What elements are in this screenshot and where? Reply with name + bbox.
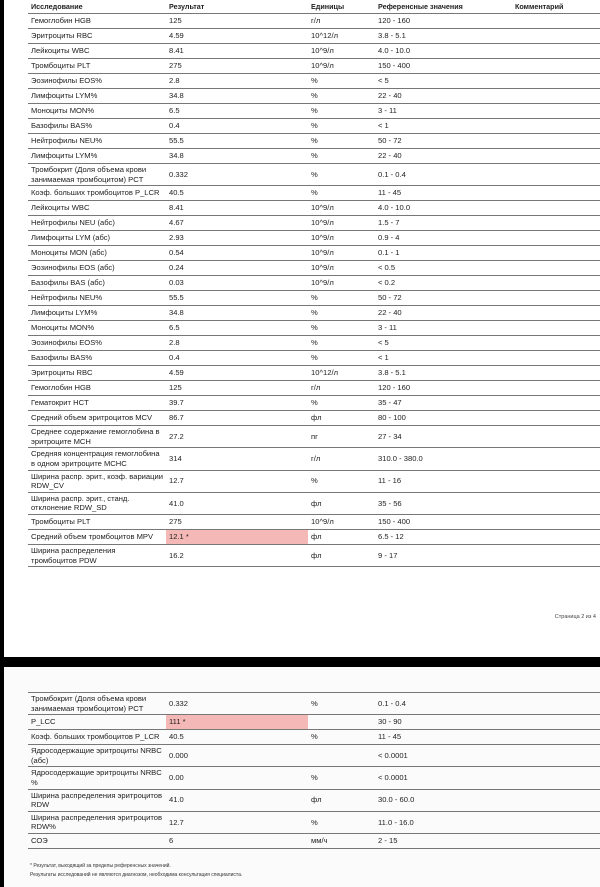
units: %	[308, 336, 375, 351]
table-row	[28, 74, 600, 89]
test-name: Гемоглобин HGB	[28, 381, 166, 396]
comment	[512, 529, 600, 544]
result-value: 0.332	[166, 164, 308, 186]
test-name: Эозинофилы EOS (абс)	[28, 261, 166, 276]
test-name: Эритроциты RBC	[28, 29, 166, 44]
comment	[512, 186, 600, 201]
test-name: Гематокрит HCT	[28, 396, 166, 411]
units: %	[308, 89, 375, 104]
comment	[512, 411, 600, 426]
comment	[512, 74, 600, 89]
result-value: 314	[166, 448, 308, 470]
result-value: 4.59	[166, 29, 308, 44]
comment	[512, 730, 600, 745]
table-row	[28, 767, 600, 789]
result-value-flagged: 12.1 *	[166, 529, 308, 544]
result-value: 16.2	[166, 544, 308, 566]
units: 10^9/л	[308, 276, 375, 291]
units: %	[308, 104, 375, 119]
result-value: 6.5	[166, 321, 308, 336]
comment	[512, 381, 600, 396]
result-value: 39.7	[166, 396, 308, 411]
reference-range: 22 - 40	[375, 306, 512, 321]
test-name: Средняя концентрация гемоглобина в одном эритроците MCHC	[28, 448, 166, 470]
reference-range: 4.0 - 10.0	[375, 44, 512, 59]
units: г/л	[308, 381, 375, 396]
header-test: Исследование	[28, 0, 166, 14]
units: %	[308, 149, 375, 164]
table-row	[28, 14, 600, 29]
table-row	[28, 186, 600, 201]
result-value: 27.2	[166, 426, 308, 448]
comment	[512, 426, 600, 448]
header-comment: Комментарий	[512, 0, 600, 14]
reference-range: 50 - 72	[375, 291, 512, 306]
table-row	[28, 306, 600, 321]
comment	[512, 470, 600, 492]
page-number: Страница 2 из 4	[554, 614, 596, 620]
table-row	[28, 104, 600, 119]
comment	[512, 448, 600, 470]
reference-range: 11 - 45	[375, 730, 512, 745]
units: фл	[308, 789, 375, 811]
test-name: Эритроциты RBC	[28, 366, 166, 381]
result-value: 34.8	[166, 306, 308, 321]
table-row	[28, 411, 600, 426]
test-name: Базофилы BAS%	[28, 119, 166, 134]
table-row	[28, 29, 600, 44]
units: пг	[308, 426, 375, 448]
test-name: Тромбоциты PLT	[28, 59, 166, 74]
units: фл	[308, 529, 375, 544]
result-value: 125	[166, 381, 308, 396]
result-value: 2.8	[166, 336, 308, 351]
reference-range: 6.5 - 12	[375, 529, 512, 544]
units: %	[308, 119, 375, 134]
units: %	[308, 321, 375, 336]
result-value: 0.4	[166, 119, 308, 134]
reference-range: 9 - 17	[375, 544, 512, 566]
table-row	[28, 693, 600, 715]
result-value: 40.5	[166, 730, 308, 745]
result-value: 6	[166, 833, 308, 848]
comment	[512, 336, 600, 351]
units: 10^9/л	[308, 216, 375, 231]
result-value: 55.5	[166, 291, 308, 306]
table-row	[28, 59, 600, 74]
units: 10^12/л	[308, 366, 375, 381]
reference-range: 3.8 - 5.1	[375, 366, 512, 381]
result-value: 86.7	[166, 411, 308, 426]
table-row	[28, 730, 600, 745]
reference-range: 3 - 11	[375, 321, 512, 336]
test-name: Базофилы BAS (абс)	[28, 276, 166, 291]
reference-range: 3 - 11	[375, 104, 512, 119]
table-row	[28, 789, 600, 811]
footnote-disclaimer: Результаты исследований не являются диагнозом, необходима консультация специалиста.	[30, 872, 243, 878]
test-name: Лимфоциты LYM%	[28, 306, 166, 321]
table-row	[28, 366, 600, 381]
units: %	[308, 767, 375, 789]
units: %	[308, 164, 375, 186]
units: фл	[308, 492, 375, 514]
test-name: Коэф. больших тромбоцитов P_LCR	[28, 186, 166, 201]
reference-range: 1.5 - 7	[375, 216, 512, 231]
test-name: Лимфоциты LYM (абс)	[28, 231, 166, 246]
reference-range: 80 - 100	[375, 411, 512, 426]
table-row	[28, 149, 600, 164]
units: 10^9/л	[308, 261, 375, 276]
table-row	[28, 164, 600, 186]
units: г/л	[308, 448, 375, 470]
header-reference: Референсные значения	[375, 0, 512, 14]
comment	[512, 306, 600, 321]
test-name: Средний объем тромбоцитов MPV	[28, 529, 166, 544]
reference-range: 2 - 15	[375, 833, 512, 848]
comment	[512, 351, 600, 366]
table-row	[28, 351, 600, 366]
result-value: 0.24	[166, 261, 308, 276]
test-name: P_LCC	[28, 715, 166, 730]
units: 10^9/л	[308, 201, 375, 216]
reference-range: 3.8 - 5.1	[375, 29, 512, 44]
table-row	[28, 44, 600, 59]
reference-range: < 5	[375, 74, 512, 89]
units: мм/ч	[308, 833, 375, 848]
comment	[512, 811, 600, 833]
comment	[512, 514, 600, 529]
table-row	[28, 231, 600, 246]
reference-range: 0.1 - 0.4	[375, 693, 512, 715]
result-value: 8.41	[166, 44, 308, 59]
comment	[512, 366, 600, 381]
table-row	[28, 89, 600, 104]
result-value: 34.8	[166, 149, 308, 164]
test-name: СОЭ	[28, 833, 166, 848]
comment	[512, 745, 600, 767]
units: %	[308, 291, 375, 306]
units: %	[308, 470, 375, 492]
result-value: 12.7	[166, 470, 308, 492]
units: фл	[308, 544, 375, 566]
reference-range: 4.0 - 10.0	[375, 201, 512, 216]
units: 10^9/л	[308, 246, 375, 261]
reference-range: 11 - 45	[375, 186, 512, 201]
test-name: Ядросодержащие эритроциты NRBC (абс)	[28, 745, 166, 767]
table-row	[28, 201, 600, 216]
units: %	[308, 811, 375, 833]
reference-range: < 0.0001	[375, 767, 512, 789]
report-page-1	[4, 0, 600, 657]
test-name: Средний объем эритроцитов MCV	[28, 411, 166, 426]
table-row	[28, 134, 600, 149]
reference-range: 30.0 - 60.0	[375, 789, 512, 811]
results-table-continued	[28, 692, 600, 849]
comment	[512, 89, 600, 104]
units: 10^9/л	[308, 59, 375, 74]
test-name: Лейкоциты WBC	[28, 201, 166, 216]
comment	[512, 119, 600, 134]
table-row	[28, 261, 600, 276]
comment	[512, 104, 600, 119]
units: 10^9/л	[308, 231, 375, 246]
test-name: Эозинофилы EOS%	[28, 336, 166, 351]
units: %	[308, 351, 375, 366]
table-row	[28, 715, 600, 730]
results-table	[28, 0, 600, 567]
units: фл	[308, 411, 375, 426]
result-value: 4.67	[166, 216, 308, 231]
table-row	[28, 448, 600, 470]
comment	[512, 396, 600, 411]
reference-range: 35 - 56	[375, 492, 512, 514]
reference-range: 22 - 40	[375, 149, 512, 164]
test-name: Нейтрофилы NEU%	[28, 291, 166, 306]
table-row	[28, 426, 600, 448]
comment	[512, 231, 600, 246]
reference-range: 30 - 90	[375, 715, 512, 730]
comment	[512, 833, 600, 848]
reference-range: 120 - 160	[375, 381, 512, 396]
result-value-flagged: 111 *	[166, 715, 308, 730]
test-name: Моноциты MON%	[28, 104, 166, 119]
units: %	[308, 396, 375, 411]
result-value: 0.54	[166, 246, 308, 261]
units: 10^12/л	[308, 29, 375, 44]
table-row	[28, 216, 600, 231]
test-name: Лейкоциты WBC	[28, 44, 166, 59]
result-value: 0.4	[166, 351, 308, 366]
comment	[512, 29, 600, 44]
test-name: Тромбокрит (Доля объема крови занимаемая тромбоцитом) PCT	[28, 693, 166, 715]
result-value: 0.000	[166, 745, 308, 767]
reference-range: < 0.2	[375, 276, 512, 291]
table-row	[28, 336, 600, 351]
table-row	[28, 492, 600, 514]
test-name: Гемоглобин HGB	[28, 14, 166, 29]
header-result: Результат	[166, 0, 308, 14]
test-name: Среднее содержание гемоглобина в эритроците MCH	[28, 426, 166, 448]
comment	[512, 276, 600, 291]
result-value: 0.332	[166, 693, 308, 715]
units	[308, 745, 375, 767]
result-value: 0.03	[166, 276, 308, 291]
units: %	[308, 186, 375, 201]
comment	[512, 201, 600, 216]
test-name: Моноциты MON%	[28, 321, 166, 336]
reference-range: 22 - 40	[375, 89, 512, 104]
result-value: 0.00	[166, 767, 308, 789]
reference-range: 150 - 400	[375, 59, 512, 74]
comment	[512, 149, 600, 164]
table-row	[28, 291, 600, 306]
result-value: 275	[166, 514, 308, 529]
comment	[512, 291, 600, 306]
table-row	[28, 321, 600, 336]
units: %	[308, 730, 375, 745]
test-name: Ширина распр. эрит., коэф. вариации RDW_CV	[28, 470, 166, 492]
table-row	[28, 246, 600, 261]
test-name: Ширина распределения эритроцитов RDW%	[28, 811, 166, 833]
reference-range: < 5	[375, 336, 512, 351]
units: %	[308, 306, 375, 321]
test-name: Ядросодержащие эритроциты NRBC %	[28, 767, 166, 789]
reference-range: < 0.5	[375, 261, 512, 276]
reference-range: 50 - 72	[375, 134, 512, 149]
result-value: 55.5	[166, 134, 308, 149]
table-header	[28, 0, 600, 14]
result-value: 41.0	[166, 492, 308, 514]
comment	[512, 44, 600, 59]
test-name: Ширина распр. эрит., станд. отклонение RDW_SD	[28, 492, 166, 514]
comment	[512, 789, 600, 811]
units: %	[308, 693, 375, 715]
result-value: 125	[166, 14, 308, 29]
comment	[512, 261, 600, 276]
comment	[512, 134, 600, 149]
result-value: 2.8	[166, 74, 308, 89]
test-name: Моноциты MON (абс)	[28, 246, 166, 261]
result-value: 40.5	[166, 186, 308, 201]
comment	[512, 246, 600, 261]
test-name: Нейтрофилы NEU%	[28, 134, 166, 149]
header-units: Единицы	[308, 0, 375, 14]
units: %	[308, 134, 375, 149]
units: г/л	[308, 14, 375, 29]
comment	[512, 767, 600, 789]
reference-range: 35 - 47	[375, 396, 512, 411]
reference-range: 310.0 - 380.0	[375, 448, 512, 470]
test-name: Коэф. больших тромбоцитов P_LCR	[28, 730, 166, 745]
reference-range: 11 - 16	[375, 470, 512, 492]
table-row	[28, 396, 600, 411]
reference-range: < 0.0001	[375, 745, 512, 767]
result-value: 41.0	[166, 789, 308, 811]
table-row	[28, 381, 600, 396]
reference-range: < 1	[375, 351, 512, 366]
table-row	[28, 119, 600, 134]
reference-range: 11.0 - 16.0	[375, 811, 512, 833]
comment	[512, 544, 600, 566]
table-row	[28, 745, 600, 767]
test-name: Нейтрофилы NEU (абс)	[28, 216, 166, 231]
result-value: 12.7	[166, 811, 308, 833]
table-row	[28, 470, 600, 492]
report-page-2	[4, 667, 600, 887]
comment	[512, 321, 600, 336]
test-name: Базофилы BAS%	[28, 351, 166, 366]
table-row	[28, 544, 600, 566]
reference-range: 120 - 160	[375, 14, 512, 29]
units: 10^9/л	[308, 44, 375, 59]
reference-range: 0.1 - 0.4	[375, 164, 512, 186]
test-name: Эозинофилы EOS%	[28, 74, 166, 89]
table-row	[28, 276, 600, 291]
result-value: 8.41	[166, 201, 308, 216]
result-value: 4.59	[166, 366, 308, 381]
reference-range: 0.9 - 4	[375, 231, 512, 246]
table-row	[28, 833, 600, 848]
table-row	[28, 514, 600, 529]
test-name: Тромбокрит (Доля объема крови занимаемая тромбоцитом) PCT	[28, 164, 166, 186]
comment	[512, 492, 600, 514]
comment	[512, 59, 600, 74]
comment	[512, 216, 600, 231]
units: %	[308, 74, 375, 89]
reference-range: < 1	[375, 119, 512, 134]
test-name: Ширина распределения тромбоцитов PDW	[28, 544, 166, 566]
result-value: 275	[166, 59, 308, 74]
comment	[512, 693, 600, 715]
comment	[512, 164, 600, 186]
test-name: Ширина распределения эритроцитов RDW	[28, 789, 166, 811]
table-row	[28, 811, 600, 833]
comment	[512, 14, 600, 29]
test-name: Лимфоциты LYM%	[28, 149, 166, 164]
reference-range: 150 - 400	[375, 514, 512, 529]
test-name: Тромбоциты PLT	[28, 514, 166, 529]
result-value: 34.8	[166, 89, 308, 104]
result-value: 2.93	[166, 231, 308, 246]
reference-range: 27 - 34	[375, 426, 512, 448]
result-value: 6.5	[166, 104, 308, 119]
comment	[512, 715, 600, 730]
table-row	[28, 529, 600, 544]
units: 10^9/л	[308, 514, 375, 529]
test-name: Лимфоциты LYM%	[28, 89, 166, 104]
footnote-flag: * Результат, выходящий за пределы референсных значений.	[30, 863, 171, 869]
units	[308, 715, 375, 730]
reference-range: 0.1 - 1	[375, 246, 512, 261]
